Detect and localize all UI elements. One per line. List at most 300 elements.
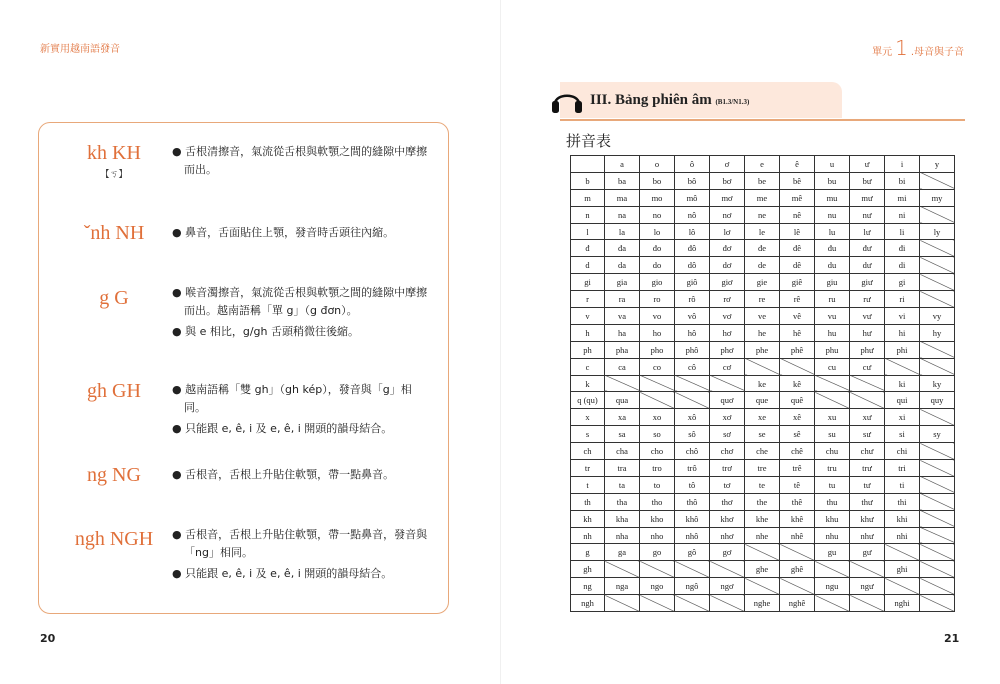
sound-label: gh GH [87, 380, 141, 402]
syllable-cell: ghe [745, 561, 780, 578]
syllable-cell: li [885, 223, 920, 240]
syllable-cell: nhe [745, 527, 780, 544]
syllable-cell: sơ [710, 426, 745, 443]
desc-nh [172, 224, 432, 245]
table-row [571, 240, 955, 257]
page-number-left: 20 [40, 632, 56, 645]
syllable-cell: phô [675, 341, 710, 358]
syllable-cell: rư [850, 291, 885, 308]
table-row [571, 392, 955, 409]
syllable-cell: vi [885, 308, 920, 325]
syllable-cell: gư [850, 544, 885, 561]
syllable-cell: so [640, 426, 675, 443]
syllable-cell: trê [780, 460, 815, 477]
syllable-cell: tê [780, 476, 815, 493]
headphone-icon [550, 86, 584, 114]
syllable-cell: giô [675, 274, 710, 291]
syllable-cell: tri [885, 460, 920, 477]
syllable-cell: lô [675, 223, 710, 240]
empty-cell [920, 595, 955, 612]
empty-cell [920, 172, 955, 189]
empty-cell [885, 578, 920, 595]
row-header: s [571, 426, 605, 443]
empty-cell [675, 392, 710, 409]
syllable-cell: nhê [780, 527, 815, 544]
syllable-cell: be [745, 172, 780, 189]
syllable-cell: ta [605, 476, 640, 493]
sound-ngh [44, 528, 184, 551]
syllable-cell: nga [605, 578, 640, 595]
syllable-cell: nơ [710, 206, 745, 223]
syllable-cell: xu [815, 409, 850, 426]
empty-cell [920, 240, 955, 257]
sound-hint: 【ㄎ】 [100, 169, 128, 179]
syllable-cell: giư [850, 274, 885, 291]
table-row [571, 443, 955, 460]
row-header: ch [571, 443, 605, 460]
syllable-cell: ve [745, 308, 780, 325]
syllable-cell: đu [815, 240, 850, 257]
empty-cell [780, 358, 815, 375]
syllable-cell: qui [885, 392, 920, 409]
syllable-cell: khi [885, 510, 920, 527]
empty-cell [920, 291, 955, 308]
syllable-cell: he [745, 324, 780, 341]
empty-cell [920, 409, 955, 426]
section-subtitle: 拼音表 [566, 132, 612, 150]
syllable-cell: nhô [675, 527, 710, 544]
syllable-cell: chư [850, 443, 885, 460]
table-row [571, 375, 955, 392]
syllable-cell: ngo [640, 578, 675, 595]
column-header: i [885, 156, 920, 173]
syllable-cell: xơ [710, 409, 745, 426]
syllable-cell: hy [920, 324, 955, 341]
syllable-cell: tơ [710, 476, 745, 493]
syllable-cell: bê [780, 172, 815, 189]
syllable-cell: phu [815, 341, 850, 358]
syllable-cell: chê [780, 443, 815, 460]
syllable-cell: gu [815, 544, 850, 561]
empty-cell [815, 561, 850, 578]
syllable-cell: đê [780, 240, 815, 257]
running-header-right [872, 36, 964, 60]
syllable-cell: xa [605, 409, 640, 426]
desc-g [172, 284, 432, 344]
syllable-cell: tho [640, 493, 675, 510]
syllable-cell: ghi [885, 561, 920, 578]
column-header: y [920, 156, 955, 173]
running-header-left: 新實用越南語發音 [40, 44, 120, 55]
syllable-cell: su [815, 426, 850, 443]
row-header: h [571, 324, 605, 341]
syllable-cell: se [745, 426, 780, 443]
syllable-cell: dô [675, 257, 710, 274]
syllable-cell: ngu [815, 578, 850, 595]
syllable-cell: rê [780, 291, 815, 308]
table-row [571, 527, 955, 544]
row-header: b [571, 172, 605, 189]
syllable-cell: ghê [780, 561, 815, 578]
table-row [571, 409, 955, 426]
syllable-cell: dư [850, 257, 885, 274]
syllable-cell: do [640, 257, 675, 274]
syllable-cell: xê [780, 409, 815, 426]
row-header: q (qu) [571, 392, 605, 409]
empty-cell [745, 358, 780, 375]
syllable-cell: da [605, 257, 640, 274]
syllable-cell: nhi [885, 527, 920, 544]
syllable-cell: ke [745, 375, 780, 392]
syllable-cell: de [745, 257, 780, 274]
row-header: ngh [571, 595, 605, 612]
syllable-cell: tô [675, 476, 710, 493]
column-header: ư [850, 156, 885, 173]
table-row [571, 189, 955, 206]
syllable-cell: re [745, 291, 780, 308]
syllable-cell: khơ [710, 510, 745, 527]
syllable-cell: gie [745, 274, 780, 291]
table-row [571, 291, 955, 308]
syllable-cell: khe [745, 510, 780, 527]
empty-cell [920, 358, 955, 375]
empty-cell [640, 595, 675, 612]
syllable-cell: cu [815, 358, 850, 375]
section-code: (B1.3/N1.3) [715, 98, 750, 106]
syllable-cell: khu [815, 510, 850, 527]
syllable-cell: gơ [710, 544, 745, 561]
row-header: ph [571, 341, 605, 358]
column-header [571, 156, 605, 173]
unit-number: 1 [895, 36, 908, 60]
syllable-cell: ra [605, 291, 640, 308]
syllable-cell: vô [675, 308, 710, 325]
header-row [571, 156, 955, 173]
syllable-cell: nê [780, 206, 815, 223]
empty-cell [920, 544, 955, 561]
row-header: n [571, 206, 605, 223]
row-header: gh [571, 561, 605, 578]
column-header: e [745, 156, 780, 173]
empty-cell [675, 375, 710, 392]
syllable-cell: la [605, 223, 640, 240]
syllable-cell: hư [850, 324, 885, 341]
syllable-cell: di [885, 257, 920, 274]
syllable-cell: ri [885, 291, 920, 308]
syllable-cell: kê [780, 375, 815, 392]
bullet: ● 舌根音，舌根上升貼住軟顎，帶一點鼻音。 [172, 468, 395, 481]
syllable-cell: trơ [710, 460, 745, 477]
syllable-cell: tru [815, 460, 850, 477]
column-header: u [815, 156, 850, 173]
empty-cell [920, 527, 955, 544]
syllable-cell: tu [815, 476, 850, 493]
syllable-cell: khê [780, 510, 815, 527]
table-row [571, 476, 955, 493]
bullet: ● 舌根清擦音，氣流從舌根與軟顎之間的縫隙中摩擦而出。 [172, 145, 428, 176]
table-row [571, 223, 955, 240]
syllable-cell: vu [815, 308, 850, 325]
syllable-cell: xe [745, 409, 780, 426]
sound-label: ngh NGH [74, 528, 154, 550]
sound-label: kh KH [87, 142, 141, 164]
syllable-cell: tha [605, 493, 640, 510]
syllable-cell: quê [780, 392, 815, 409]
table-row [571, 257, 955, 274]
syllable-cell: nhu [815, 527, 850, 544]
syllable-cell: đa [605, 240, 640, 257]
table-row [571, 358, 955, 375]
empty-cell [815, 392, 850, 409]
syllable-cell: du [815, 257, 850, 274]
bullet: ● 舌根音，舌根上升貼住軟顎，帶一點鼻音，發音與「ng」相同。 [172, 528, 428, 559]
syllable-cell: giu [815, 274, 850, 291]
syllable-cell: ho [640, 324, 675, 341]
syllable-cell: đo [640, 240, 675, 257]
column-header: a [605, 156, 640, 173]
empty-cell [850, 561, 885, 578]
unit-title: .母音與子音 [910, 47, 964, 58]
empty-cell [605, 595, 640, 612]
syllable-cell: vê [780, 308, 815, 325]
syllable-cell: ma [605, 189, 640, 206]
syllable-cell: phư [850, 341, 885, 358]
syllable-cell: mê [780, 189, 815, 206]
syllable-cell: ha [605, 324, 640, 341]
syllable-cell: che [745, 443, 780, 460]
empty-cell [780, 544, 815, 561]
table-row [571, 206, 955, 223]
syllable-cell: ca [605, 358, 640, 375]
bullet: ● 喉音濁擦音，氣流從舌根與軟顎之間的縫隙中摩擦而出。越南語稱「單 g」（g đơn）。 [172, 286, 428, 317]
syllable-cell: go [640, 544, 675, 561]
syllable-cell: xo [640, 409, 675, 426]
empty-cell [745, 578, 780, 595]
row-header: ng [571, 578, 605, 595]
column-header: ê [780, 156, 815, 173]
page-gutter [500, 0, 501, 684]
empty-cell [815, 375, 850, 392]
syllable-cell: khư [850, 510, 885, 527]
syllable-cell: nư [850, 206, 885, 223]
syllable-cell: đư [850, 240, 885, 257]
syllable-cell: va [605, 308, 640, 325]
empty-cell [920, 443, 955, 460]
syllable-cell: chi [885, 443, 920, 460]
row-header: k [571, 375, 605, 392]
syllable-cell: phê [780, 341, 815, 358]
empty-cell [885, 544, 920, 561]
empty-cell [815, 595, 850, 612]
desc-ng [172, 466, 432, 487]
syllable-cell: mu [815, 189, 850, 206]
syllable-cell: hơ [710, 324, 745, 341]
syllable-cell: pha [605, 341, 640, 358]
bullet: ● 只能跟 e, ê, i 及 e, ê, i 開頭的韻母結合。 [172, 422, 393, 435]
syllable-cell: tư [850, 476, 885, 493]
empty-cell [885, 358, 920, 375]
syllable-cell: bu [815, 172, 850, 189]
syllable-cell: đơ [710, 240, 745, 257]
syllable-cell: thi [885, 493, 920, 510]
syllable-cell: lê [780, 223, 815, 240]
page-number-right: 21 [944, 632, 960, 645]
empty-cell [640, 375, 675, 392]
empty-cell [675, 595, 710, 612]
syllable-cell: ru [815, 291, 850, 308]
empty-cell [920, 341, 955, 358]
syllable-cell: bư [850, 172, 885, 189]
syllable-cell: mi [885, 189, 920, 206]
row-header: g [571, 544, 605, 561]
syllable-cell: gi [885, 274, 920, 291]
table-row [571, 544, 955, 561]
syllable-cell: xi [885, 409, 920, 426]
syllable-cell: ne [745, 206, 780, 223]
syllable-cell: thê [780, 493, 815, 510]
table-row [571, 308, 955, 325]
syllable-cell: the [745, 493, 780, 510]
sound-gh [44, 380, 184, 403]
syllable-cell: bô [675, 172, 710, 189]
table-row [571, 274, 955, 291]
syllable-cell: sư [850, 426, 885, 443]
table-row [571, 172, 955, 189]
syllable-cell: my [920, 189, 955, 206]
syllable-cell: hê [780, 324, 815, 341]
empty-cell [850, 595, 885, 612]
table-row [571, 341, 955, 358]
syllable-cell: ro [640, 291, 675, 308]
row-header: th [571, 493, 605, 510]
syllable-cell: ngô [675, 578, 710, 595]
syllable-cell: nô [675, 206, 710, 223]
unit-label: 單元 [872, 47, 893, 58]
bullet: ● 越南語稱「雙 gh」（gh kép），發音與「g」相同。 [172, 383, 412, 414]
syllable-cell: kho [640, 510, 675, 527]
syllable-cell: đi [885, 240, 920, 257]
syllable-cell: lu [815, 223, 850, 240]
empty-cell [710, 561, 745, 578]
syllable-cell: ba [605, 172, 640, 189]
syllable-cell: tra [605, 460, 640, 477]
syllable-cell: co [640, 358, 675, 375]
spelling-table [570, 155, 955, 612]
syllable-cell: bơ [710, 172, 745, 189]
syllable-cell: đe [745, 240, 780, 257]
syllable-cell: dơ [710, 257, 745, 274]
syllable-cell: nghi [885, 595, 920, 612]
syllable-cell: lư [850, 223, 885, 240]
syllable-cell: phi [885, 341, 920, 358]
syllable-cell: no [640, 206, 675, 223]
syllable-cell: tre [745, 460, 780, 477]
syllable-cell: dê [780, 257, 815, 274]
sound-g [44, 287, 184, 310]
syllable-cell: giê [780, 274, 815, 291]
syllable-cell: bo [640, 172, 675, 189]
syllable-cell: hi [885, 324, 920, 341]
row-header: v [571, 308, 605, 325]
row-header: x [571, 409, 605, 426]
syllable-cell: rơ [710, 291, 745, 308]
empty-cell [920, 460, 955, 477]
empty-cell [605, 561, 640, 578]
bullet: ● 與 e 相比，g/gh 舌頭稍微往後縮。 [172, 325, 360, 338]
syllable-cell: thu [815, 493, 850, 510]
row-header: kh [571, 510, 605, 527]
syllable-cell: chô [675, 443, 710, 460]
syllable-cell: to [640, 476, 675, 493]
syllable-cell: trô [675, 460, 710, 477]
sound-label: ˇnh NH [83, 222, 145, 244]
desc-ngh [172, 526, 432, 586]
syllable-cell: ti [885, 476, 920, 493]
syllable-cell: nghe [745, 595, 780, 612]
syllable-cell: ky [920, 375, 955, 392]
table-row [571, 561, 955, 578]
table-row [571, 510, 955, 527]
empty-cell [920, 476, 955, 493]
syllable-cell: gô [675, 544, 710, 561]
empty-cell [745, 544, 780, 561]
syllable-cell: thư [850, 493, 885, 510]
sound-label: ng NG [87, 464, 141, 486]
row-header: gi [571, 274, 605, 291]
syllable-cell: gio [640, 274, 675, 291]
syllable-cell: sy [920, 426, 955, 443]
syllable-cell: vy [920, 308, 955, 325]
syllable-cell: gia [605, 274, 640, 291]
syllable-cell: na [605, 206, 640, 223]
syllable-cell: mơ [710, 189, 745, 206]
empty-cell [850, 392, 885, 409]
row-header: c [571, 358, 605, 375]
row-header: l [571, 223, 605, 240]
syllable-cell: sa [605, 426, 640, 443]
syllable-cell: nha [605, 527, 640, 544]
syllable-cell: ki [885, 375, 920, 392]
syllable-cell: que [745, 392, 780, 409]
syllable-cell: thô [675, 493, 710, 510]
syllable-cell: giơ [710, 274, 745, 291]
syllable-cell: nho [640, 527, 675, 544]
syllable-cell: thơ [710, 493, 745, 510]
syllable-cell: phơ [710, 341, 745, 358]
syllable-cell: te [745, 476, 780, 493]
row-header: đ [571, 240, 605, 257]
empty-cell [780, 578, 815, 595]
syllable-cell: si [885, 426, 920, 443]
column-header: o [640, 156, 675, 173]
empty-cell [920, 274, 955, 291]
row-header: tr [571, 460, 605, 477]
sound-kh [44, 142, 184, 180]
table-row [571, 426, 955, 443]
syllable-cell: trư [850, 460, 885, 477]
syllable-cell: sê [780, 426, 815, 443]
syllable-cell: nu [815, 206, 850, 223]
empty-cell [640, 392, 675, 409]
syllable-cell: hu [815, 324, 850, 341]
table-row [571, 578, 955, 595]
row-header: d [571, 257, 605, 274]
row-header: m [571, 189, 605, 206]
syllable-cell: nghê [780, 595, 815, 612]
syllable-cell: ngư [850, 578, 885, 595]
syllable-cell: phe [745, 341, 780, 358]
empty-cell [920, 257, 955, 274]
